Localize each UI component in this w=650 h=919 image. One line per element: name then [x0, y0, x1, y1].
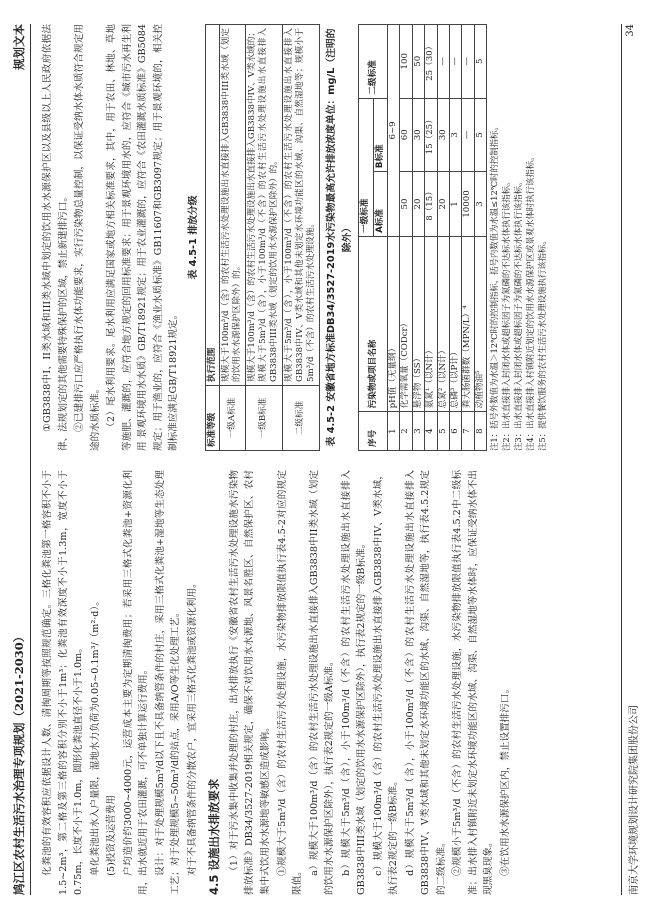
paragraph: b）规模大于5m³/d（含），小于100m³/d（不含）的农村生活污水处理设施出水直接排入GB3838中III类水域（划定的饮用水水源保护区除外），执行表2规定的一级B标准。	[340, 470, 368, 895]
table-caption: 表 4.5-2 安徽省地方标准DB34/3527-2019水污染物最高允许排放浓度单位：mg/L（注明的除外）	[325, 28, 353, 447]
page-header	[10, 24, 31, 895]
table-note: 注4：出水直接排入村镇附近划定的饮用水水源保护区或景观水体时执行该指标。	[524, 152, 535, 451]
table-row	[388, 25, 400, 451]
header-title: 鸠江区农村生活污水治理专项规划（2021-2030）	[12, 630, 26, 895]
table-cell: 总磷³（以P计）	[449, 236, 461, 411]
table-cell: 30	[412, 98, 424, 172]
table-cell: 二级标准	[282, 386, 319, 451]
table-cell: 氨氮¹（以N计）	[425, 236, 437, 411]
right-column	[40, 24, 616, 451]
paragraph: (5)投资及运营费用	[106, 795, 118, 876]
table-row	[425, 25, 437, 451]
table-cell: 规模大于5m³/d（含），小于100m³/d（不含）的农村生活污水处理设施出水直接排入GB3838中IV、V类水域和其他未划定水环境功能区的水域、沟渠、自然湿地等；规模小于5m³/d（不含）的农村生活污水处理设施。	[282, 25, 319, 386]
paragraph: 单化粪池出水入户量限，湿地水力负荷为0.05~0.1m³/（m²·d）。	[89, 596, 101, 876]
table-cell: —	[437, 25, 449, 99]
table-header: 标准等级	[205, 386, 219, 451]
page-footer	[621, 24, 640, 895]
paragraph: ①规模大于5m³/d（含）的农村生活污水处理设施，水污染物排放限值执行表4.5-2对应的规定限值。	[276, 470, 304, 895]
table-cell: 20	[412, 172, 424, 237]
table-cell: 5	[437, 412, 449, 451]
table-cell: 20	[437, 172, 449, 237]
table-header: 污染物或项目名称	[359, 236, 388, 411]
table-header: 二级标准	[359, 25, 388, 99]
table-cell: 50	[412, 25, 424, 99]
table-row	[474, 25, 486, 451]
table-row	[412, 25, 424, 451]
table-cell: 1	[449, 172, 461, 237]
paragraph: c）规模大于100m³/d（含）的农村生活污水处理设施出水直接排入GB3838中IV、V类水域，执行表2规定的一级B标准。	[372, 470, 400, 895]
table-row	[282, 25, 319, 451]
paragraph: 对于不具备纳管条件的分散农户，宜采用三格式化粪池或资源化利用。	[186, 578, 198, 876]
table-cell: 5	[474, 98, 486, 172]
table-notes	[489, 24, 549, 451]
table-cell: 5	[474, 25, 486, 99]
paragraph: 设计：对于处理规模5m³/d以下且不具备纳管条件的村庄，采用三格式化粪池+湿地等生态处理工艺；对于处理规模5~50m³/d的站点，采用A/O等生化处理工艺。	[154, 470, 182, 895]
table-row	[462, 25, 474, 451]
table-note: 注5：提供餐饮服务的农村生活污水处理设施执行该指标。	[536, 236, 547, 451]
table-cell: 一级B标准	[245, 386, 282, 451]
pollutant-limit-table	[358, 24, 486, 451]
table-cell: 3	[474, 172, 486, 237]
table-row	[437, 25, 449, 451]
table-cell: 化学需氧量（CODcr）	[400, 236, 412, 411]
table-cell: 8	[474, 412, 486, 451]
table-row	[400, 25, 412, 451]
table-caption: 表 4.5-1 排放分级	[187, 195, 199, 280]
table-cell: 规模大于100m³/d（含）的农村生活污水处理设施出水直接排入GB3838中IV、V类水域的；规模大于5m³/d（含），小于100m³/d（不含）的农村生活污水处理设施出水直接排入GB3838中III类水域（划定的饮用水水源保护区除外）的。	[245, 25, 282, 386]
table-row	[219, 25, 245, 451]
section-heading: 4.5 设施出水排放要求	[207, 778, 222, 895]
header-doc-type: 规划文本	[12, 24, 26, 70]
table-cell: 10000	[462, 172, 474, 237]
table-row	[449, 25, 461, 451]
table-row	[245, 25, 282, 451]
table-cell: 一级A标准	[219, 386, 245, 451]
table-header: B标准	[373, 98, 387, 172]
table-header: A标准	[373, 172, 387, 237]
table-cell: 60	[400, 98, 412, 172]
paragraph: a）规模大于100m³/d（含）的农村生活污水处理设施出水直接排入GB3838中II类水域（划定的饮用水水源保护区除外），执行表2规定的一级A标准。	[308, 470, 336, 895]
table-cell: 6~9	[388, 25, 400, 237]
footer-organization: 南京大学环境规划设计研究院集团股份公司	[629, 705, 640, 895]
table-cell: 总氮²（以N计）	[437, 236, 449, 411]
table-header: 一级标准	[359, 98, 373, 236]
table-note: 注1：括号外数值为水温＞12℃时的控制指标，括号内数值为水温≤12℃时的控制指标。	[488, 122, 499, 451]
paragraph: 户均造价约3000~4000元，运营成本主要为定期清掏费用；若采用三格式化粪池+资源化利用，出水就近用于农田灌溉，可不单独计算运行费用。	[122, 470, 150, 895]
discharge-grade-table	[205, 24, 320, 451]
paragraph: ③在饮用水水源保护区内，禁止设置排污口。	[499, 683, 511, 876]
paragraph: 化粪池的有效容积应依据设计人数、清掏周期等按照规范确定。三格化粪池第一格容积不小于1.5~2m³，第二格及第三格的容积分别不小于1m³；化粪池有效深度不小于1.3m，宽度不小于0.75m，长度不小于1.0m，圆形化粪池直径不小于1.0m。	[42, 470, 85, 895]
left-column	[40, 470, 616, 895]
paragraph: （1）对于污水集中收集并处理的村庄，出水排放执行《安徽省农村生活污水处理设施水污染物排放标准》DB34/3527-2019相关规定，确保不对饮用水水源地、风景名胜区、自然保护区、农村集中式饮用水水源地等敏感区造成影响。	[228, 470, 271, 895]
table-cell: 2	[400, 412, 412, 451]
page-number: 34	[625, 24, 636, 37]
table-cell: —	[462, 98, 474, 172]
table-cell: 悬浮物（SS）	[412, 236, 424, 411]
table-cell: —	[462, 25, 474, 99]
table-note: 注2：出水直接排入封闭水体或超标因子为氮磷的不达标水体执行该指标。	[500, 177, 511, 451]
table-cell: 8（15）	[425, 172, 437, 237]
paragraph: d）规模大于5m³/d（含），小于100m³/d（不含）的农村生活污水处理设施出水直接排入GB3838中IV、V类水域和其他未划定水环境功能区的水域、沟渠、自然湿地等，执行表4.5.2规定的二级标准。	[404, 470, 447, 895]
table-cell: 4	[425, 412, 437, 451]
paragraph: （2）尾水利用要求。尾水利用应满足国家或地方相关标准要求，其中，用于农田、林地、草地等施肥、灌溉的，应符合地方规定的回用标准要求；用于景观环境用水的，应符合《城市污水再生利用 景观环境用水水质》GB/T18921规定；用于农业灌溉的，应符合《农田灌溉水质标准》GB5084规定；用于渔业的，应符合《渔业水质标准》GB11607和GB3097规定；用于景观环境的，相关控制标准应满足GB/T18921规定。	[106, 24, 180, 451]
table-note: 注3：出水直接排入封闭水体或超标因子为氮磷的不达标水体执行该指标。	[512, 177, 523, 451]
table-cell: 规模大于100m³/d（含）的农村生活污水处理设施出水直接排入GB3838中III类水域（划定的饮用水水源保护区除外）的。	[219, 25, 245, 386]
table-cell: 粪大肠菌群数（MPN/L）⁴	[462, 236, 474, 411]
table-cell: 50	[400, 172, 412, 237]
table-header: 执行范围	[205, 25, 219, 386]
paragraph: ②已建排污口应严格执行水体功能要求，实行污染物总量控制，以保证受纳水体水质符合规定用途的水质标准。	[74, 24, 101, 451]
table-cell: 3	[449, 98, 461, 172]
table-cell: 动植物油⁵	[474, 236, 486, 411]
paragraph: ①GB3838中I、II类水域和III类水域中划定的饮用水水源保护区以及县级以上人民政府依据法律、法规划定的其他需要特殊保护的区域，禁止新建排污口。	[42, 24, 69, 451]
table-cell: 6	[449, 412, 461, 451]
table-header: 序号	[359, 412, 388, 451]
table-cell: 1	[388, 412, 400, 451]
table-cell: 7	[462, 412, 474, 451]
paragraph: ②规模小于5m³/d（不含）的农村生活污水处理设施，水污染物排放限值执行表4.5.2中二级标准；出水排入村镇附近未划定水环境功能区的水域、沟渠、自然湿地等水体时，应保证受纳水体不出现黑臭现象。	[452, 470, 495, 895]
table-cell: 30	[437, 98, 449, 172]
table-cell: 100	[400, 25, 412, 99]
table-cell: 3	[412, 412, 424, 451]
table-cell: —	[449, 25, 461, 99]
table-cell: 25（30）	[425, 25, 437, 99]
table-cell: pH值（无量纲）	[388, 236, 400, 411]
table-cell: 15（25）	[425, 98, 437, 172]
